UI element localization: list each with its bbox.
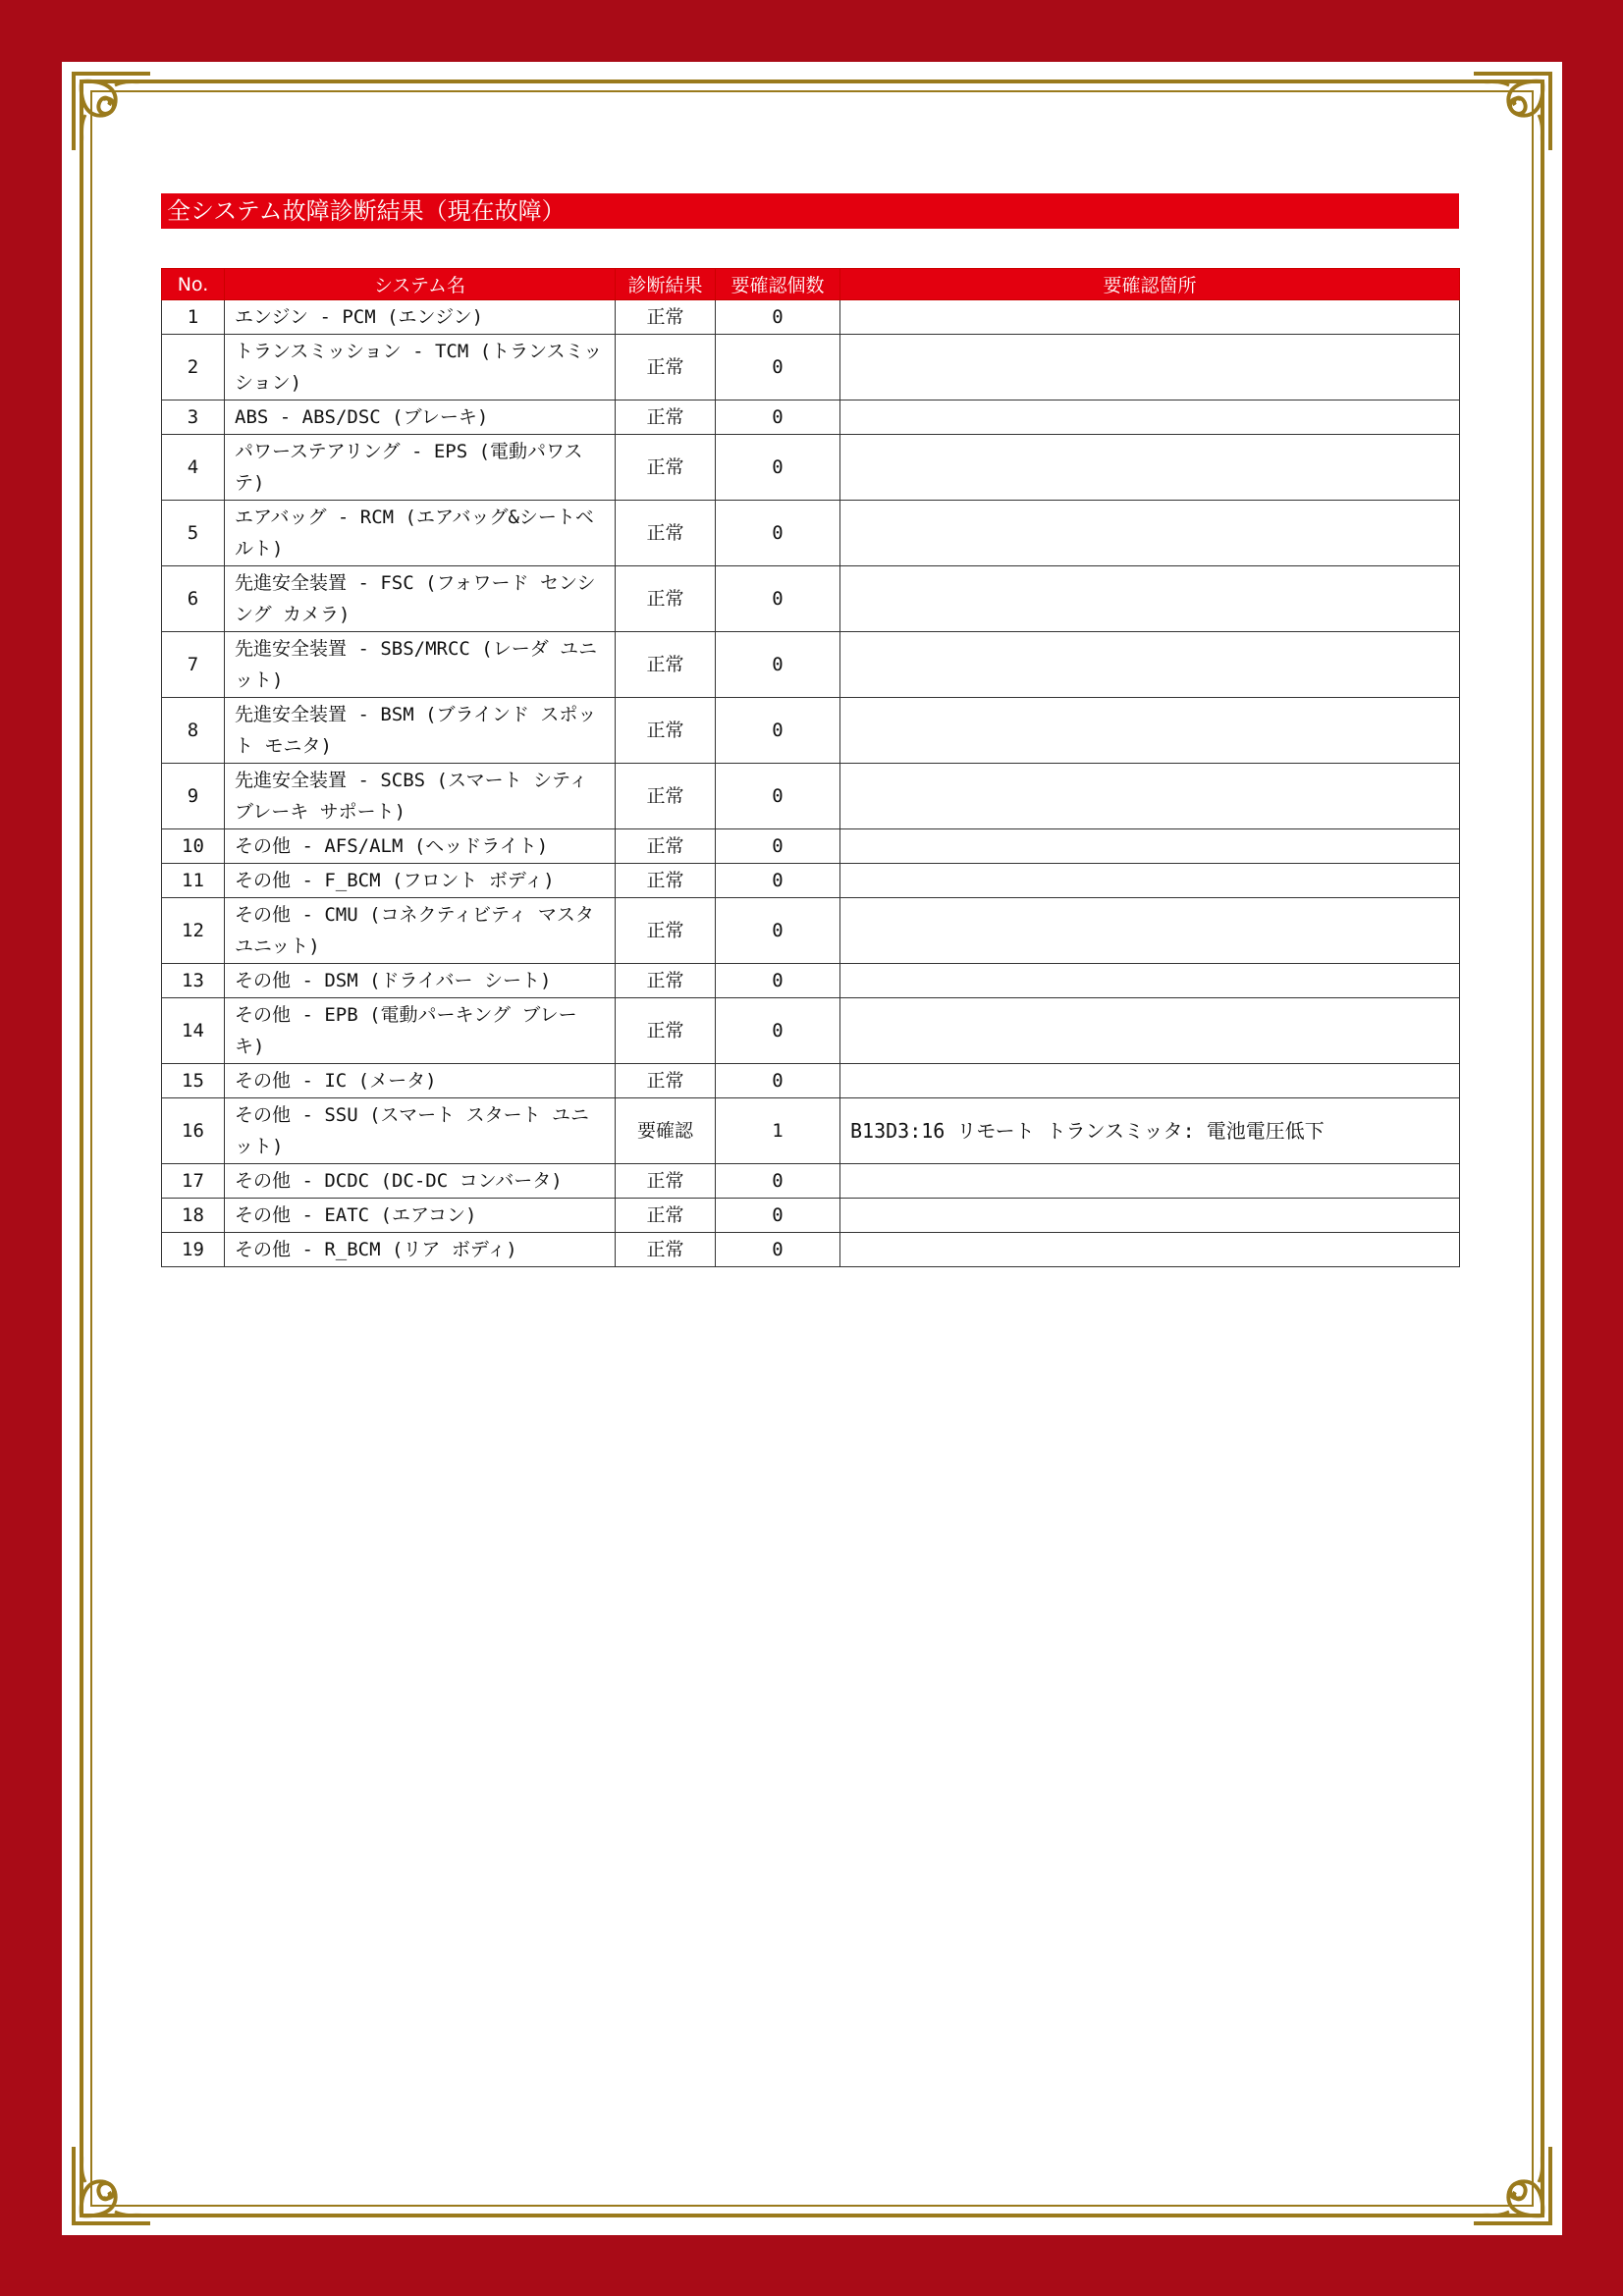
header-no: No. (162, 269, 225, 300)
row-count: 0 (716, 829, 840, 864)
row-count: 0 (716, 864, 840, 898)
row-system: その他 - IC (メータ) (225, 1064, 616, 1098)
row-location (840, 964, 1460, 998)
row-location (840, 1064, 1460, 1098)
row-result: 正常 (616, 898, 716, 964)
row-count: 0 (716, 1164, 840, 1199)
row-no: 6 (162, 566, 225, 632)
table-row (162, 998, 1460, 1064)
row-count: 0 (716, 335, 840, 400)
table-row (162, 1233, 1460, 1267)
row-no: 8 (162, 698, 225, 764)
table-row (162, 764, 1460, 829)
row-system: エンジン - PCM (エンジン) (225, 300, 616, 335)
table-row (162, 501, 1460, 566)
table-row (162, 632, 1460, 698)
header-result: 診断結果 (616, 269, 716, 300)
header-count: 要確認個数 (716, 269, 840, 300)
diagnosis-table (161, 268, 1460, 1267)
table-row (162, 1098, 1460, 1164)
row-system: エアバッグ - RCM (エアバッグ&シートベルト) (225, 501, 616, 566)
row-no: 10 (162, 829, 225, 864)
table-row (162, 898, 1460, 964)
row-system: パワーステアリング - EPS (電動パワステ) (225, 435, 616, 501)
row-result: 正常 (616, 501, 716, 566)
row-system: その他 - F_BCM (フロント ボディ) (225, 864, 616, 898)
row-location (840, 998, 1460, 1064)
table-row (162, 300, 1460, 335)
row-no: 19 (162, 1233, 225, 1267)
table-row (162, 435, 1460, 501)
row-no: 4 (162, 435, 225, 501)
row-count: 0 (716, 1233, 840, 1267)
row-location (840, 501, 1460, 566)
row-location (840, 1233, 1460, 1267)
table-row (162, 566, 1460, 632)
row-result: 正常 (616, 864, 716, 898)
row-no: 3 (162, 400, 225, 435)
header-location: 要確認箇所 (840, 269, 1460, 300)
row-no: 14 (162, 998, 225, 1064)
row-system: その他 - EPB (電動パーキング ブレーキ) (225, 998, 616, 1064)
row-location (840, 435, 1460, 501)
row-result: 正常 (616, 1064, 716, 1098)
table-row (162, 698, 1460, 764)
row-count: 0 (716, 1064, 840, 1098)
row-location (840, 335, 1460, 400)
table-row (162, 1064, 1460, 1098)
table-row (162, 829, 1460, 864)
table-row (162, 964, 1460, 998)
row-no: 12 (162, 898, 225, 964)
row-system: 先進安全装置 - FSC (フォワード センシング カメラ) (225, 566, 616, 632)
row-location (840, 829, 1460, 864)
row-result: 正常 (616, 698, 716, 764)
header-system: システム名 (225, 269, 616, 300)
ornament-corner-icon (66, 66, 156, 156)
row-no: 5 (162, 501, 225, 566)
row-no: 11 (162, 864, 225, 898)
report-title: 全システム故障診断結果（現在故障） (161, 193, 1459, 229)
row-system: その他 - EATC (エアコン) (225, 1199, 616, 1233)
table-row (162, 864, 1460, 898)
row-count: 0 (716, 566, 840, 632)
ornament-corner-icon (1468, 66, 1558, 156)
row-count: 0 (716, 1199, 840, 1233)
row-location (840, 698, 1460, 764)
row-result: 正常 (616, 435, 716, 501)
row-location (840, 898, 1460, 964)
row-system: その他 - CMU (コネクティビティ マスタ ユニット) (225, 898, 616, 964)
row-location (840, 764, 1460, 829)
row-location (840, 300, 1460, 335)
report-page (62, 62, 1562, 2235)
row-result: 正常 (616, 632, 716, 698)
row-result: 正常 (616, 764, 716, 829)
row-no: 16 (162, 1098, 225, 1164)
row-result: 要確認 (616, 1098, 716, 1164)
row-no: 17 (162, 1164, 225, 1199)
row-count: 0 (716, 698, 840, 764)
row-no: 9 (162, 764, 225, 829)
row-system: その他 - AFS/ALM (ヘッドライト) (225, 829, 616, 864)
row-count: 0 (716, 501, 840, 566)
row-system: トランスミッション - TCM (トランスミッション) (225, 335, 616, 400)
row-system: 先進安全装置 - SCBS (スマート シティ ブレーキ サポート) (225, 764, 616, 829)
row-system: 先進安全装置 - SBS/MRCC (レーダ ユニット) (225, 632, 616, 698)
row-count: 0 (716, 632, 840, 698)
row-result: 正常 (616, 1233, 716, 1267)
row-result: 正常 (616, 1199, 716, 1233)
table-row (162, 1199, 1460, 1233)
row-system: その他 - R_BCM (リア ボディ) (225, 1233, 616, 1267)
ornament-corner-icon (66, 2141, 156, 2231)
table-row (162, 400, 1460, 435)
row-location (840, 864, 1460, 898)
row-count: 0 (716, 435, 840, 501)
row-count: 0 (716, 998, 840, 1064)
ornament-corner-icon (1468, 2141, 1558, 2231)
table-row (162, 335, 1460, 400)
row-count: 0 (716, 764, 840, 829)
row-count: 0 (716, 300, 840, 335)
table-row (162, 1164, 1460, 1199)
row-result: 正常 (616, 829, 716, 864)
row-result: 正常 (616, 964, 716, 998)
row-system: 先進安全装置 - BSM (ブラインド スポット モニタ) (225, 698, 616, 764)
row-no: 2 (162, 335, 225, 400)
row-system: その他 - DSM (ドライバー シート) (225, 964, 616, 998)
row-system: ABS - ABS/DSC (ブレーキ) (225, 400, 616, 435)
row-result: 正常 (616, 400, 716, 435)
row-result: 正常 (616, 566, 716, 632)
row-no: 1 (162, 300, 225, 335)
row-result: 正常 (616, 1164, 716, 1199)
row-result: 正常 (616, 300, 716, 335)
row-no: 7 (162, 632, 225, 698)
row-location (840, 1199, 1460, 1233)
row-count: 0 (716, 400, 840, 435)
row-no: 13 (162, 964, 225, 998)
table-header-row (162, 269, 1460, 300)
row-location (840, 1164, 1460, 1199)
row-no: 18 (162, 1199, 225, 1233)
row-result: 正常 (616, 335, 716, 400)
row-no: 15 (162, 1064, 225, 1098)
row-location (840, 566, 1460, 632)
row-count: 0 (716, 898, 840, 964)
row-system: その他 - SSU (スマート スタート ユニット) (225, 1098, 616, 1164)
row-count: 0 (716, 964, 840, 998)
row-result: 正常 (616, 998, 716, 1064)
row-count: 1 (716, 1098, 840, 1164)
row-location (840, 632, 1460, 698)
row-location: B13D3:16 リモート トランスミッタ: 電池電圧低下 (840, 1098, 1460, 1164)
row-location (840, 400, 1460, 435)
row-system: その他 - DCDC (DC-DC コンバータ) (225, 1164, 616, 1199)
